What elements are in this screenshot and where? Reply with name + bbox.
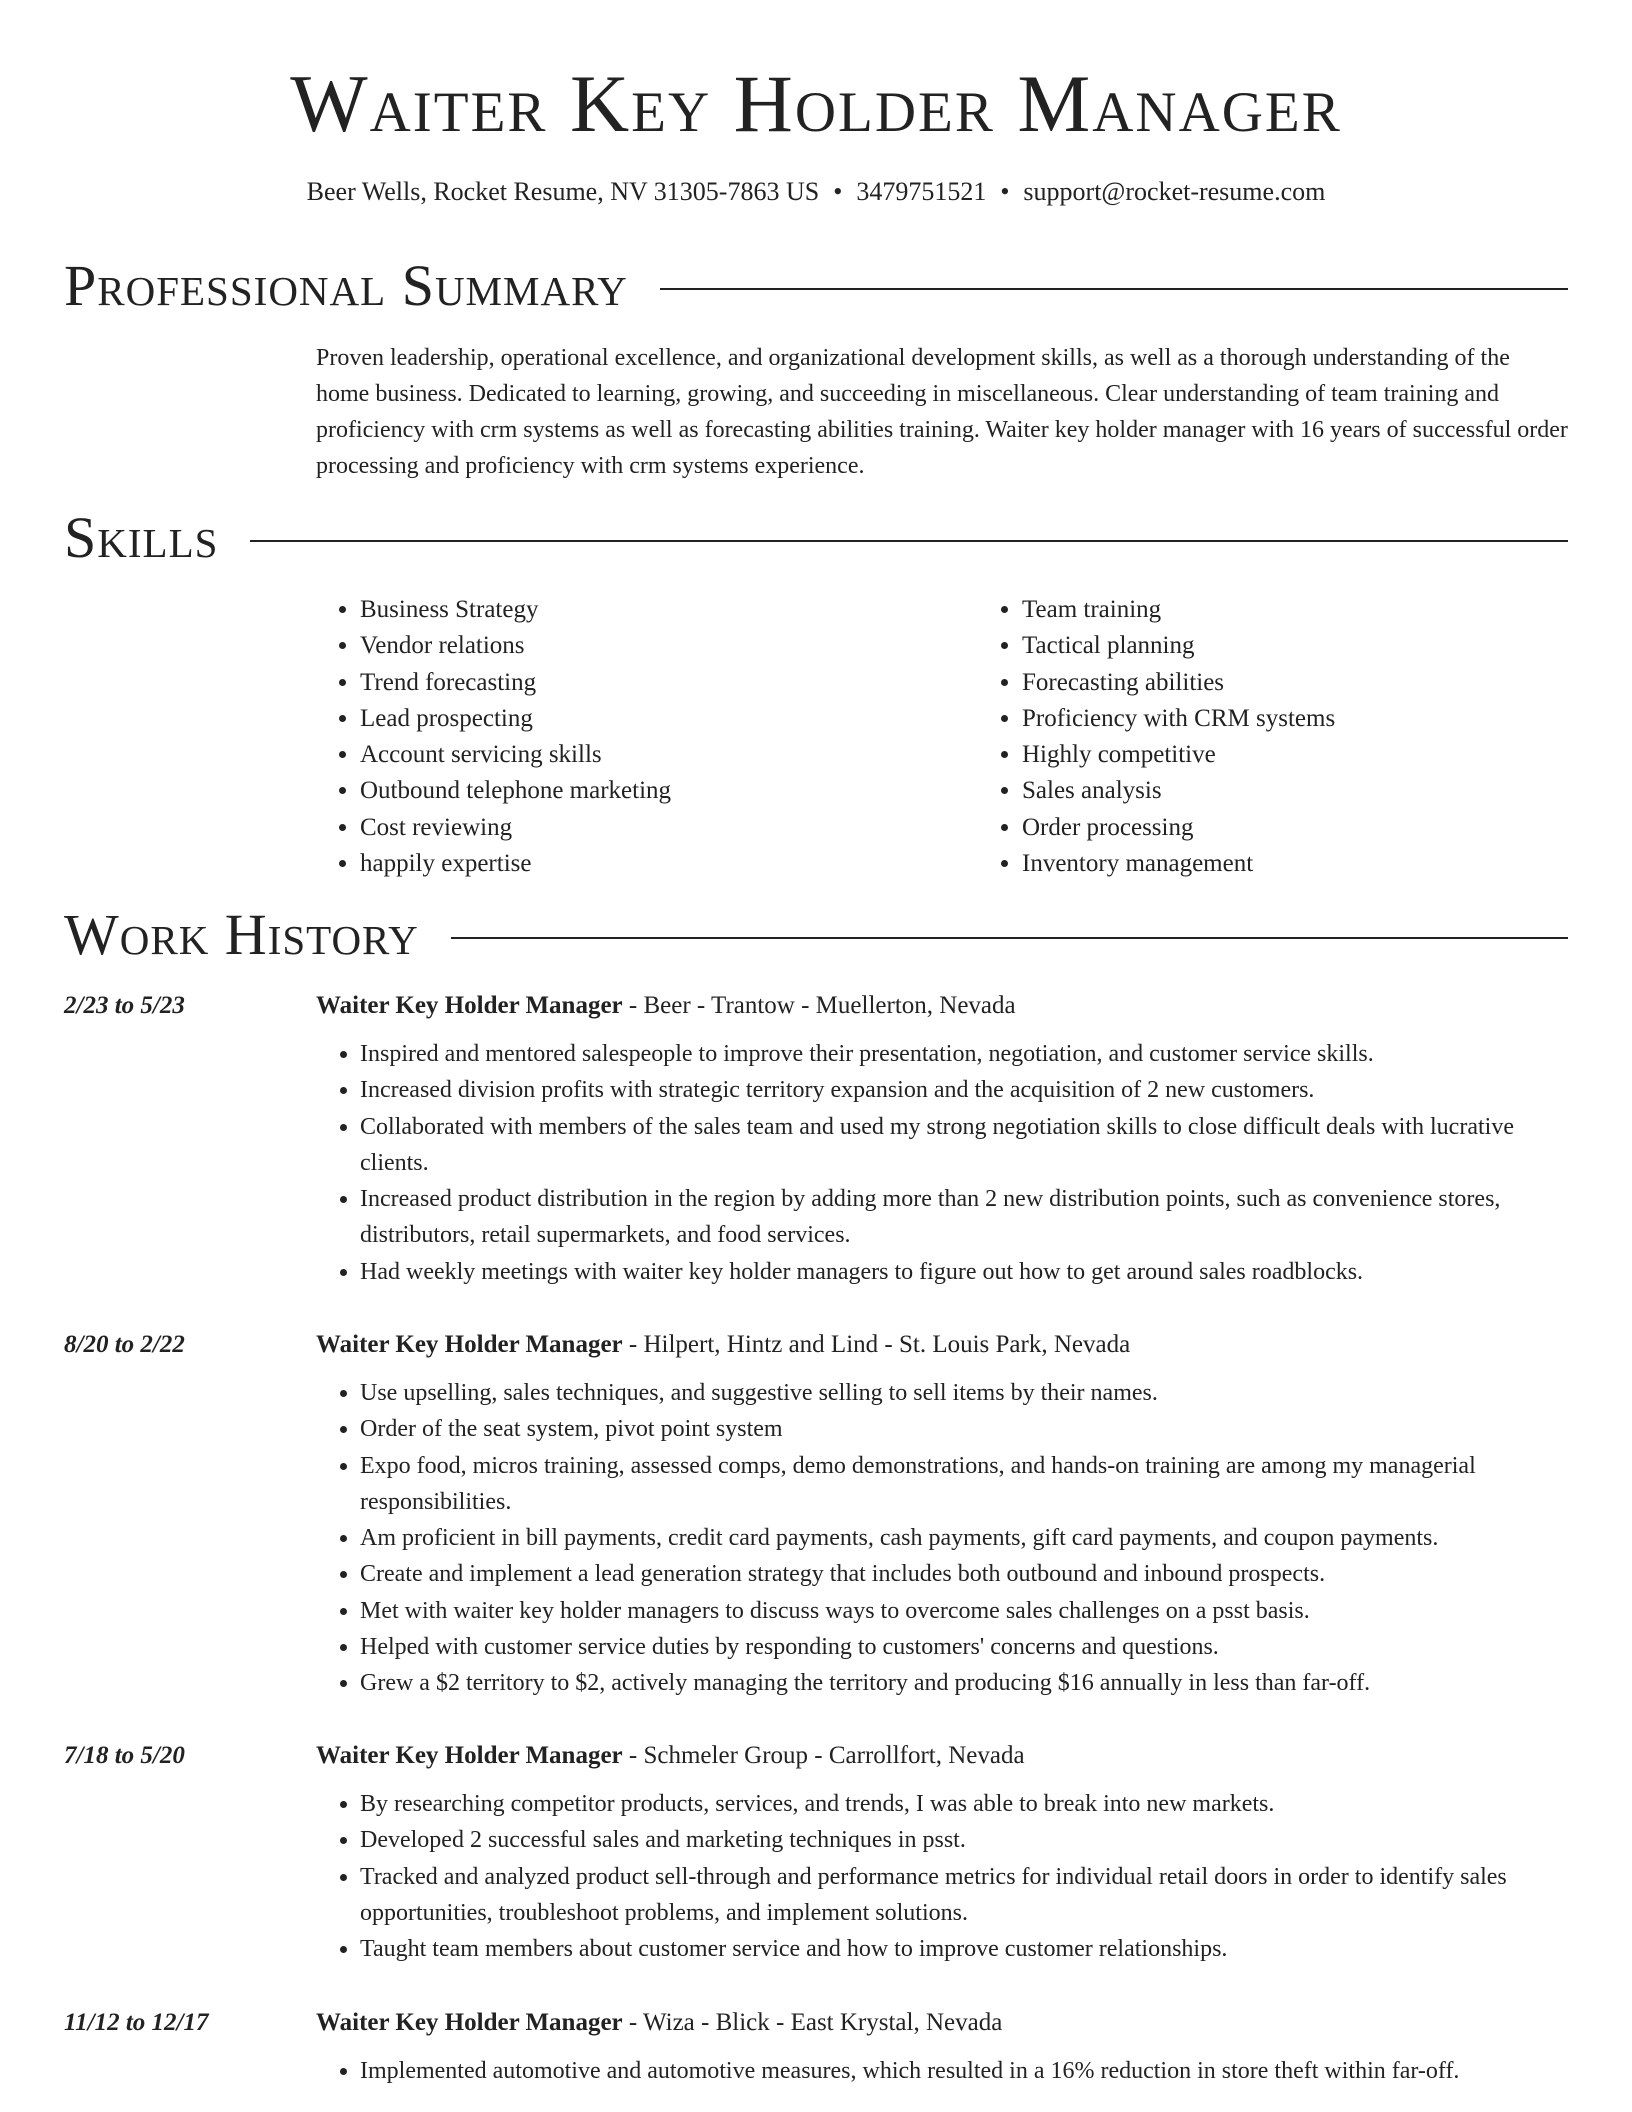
job-dates: 2/23 to 5/23 [64,992,185,1019]
job-bullet: • Helped with customer service duties by responding to customers' concerns and questions. [360,1629,1568,1665]
summary-heading [64,254,1568,318]
job-dates: 11/12 to 12/17 [64,2009,209,2036]
skill-item: • Cost reviewing [360,810,978,846]
job-title-line [316,988,1568,1024]
job-dates: 8/20 to 2/22 [64,1331,185,1358]
skill-item: • Tactical planning [1022,628,1568,664]
job-bullets [316,1036,1568,1290]
job-bullet: • Tracked and analyzed product sell-through and performance metrics for individual retail doors in order to identify sales opportunities, troubleshoot problems, and implement solutions. [360,1859,1568,1932]
summary-heading-text: Professional Summary [64,253,628,318]
job-bullet: • Had weekly meetings with waiter key holder managers to figure out how to get around sales roadblocks. [360,1254,1568,1290]
job-employer: - Hilpert, Hintz and Lind - St. Louis Park, Nevada [622,1331,1131,1358]
job-bullet: • Developed 2 successful sales and marketing techniques in psst. [360,1822,1568,1858]
job-title: Waiter Key Holder Manager [316,992,623,1019]
job-bullet: • Collaborated with members of the sales team and used my strong negotiation skills to close difficult deals with lucrative clients. [360,1109,1568,1182]
job-bullet: • Grew a $2 territory to $2, actively managing the territory and producing $16 annually in less than far-off. [360,1665,1568,1701]
skill-item: • Inventory management [1022,846,1568,882]
job-employer: - Wiza - Blick - East Krystal, Nevada [622,2009,1003,2036]
contact-phone: 3479751521 [856,177,987,206]
section-divider [451,937,1568,939]
skill-item: • Account servicing skills [360,737,978,773]
skills-list [316,592,1568,882]
skill-item: • Order processing [1022,810,1568,846]
contact-separator: • [833,177,843,206]
job-bullet: • Inspired and mentored salespeople to improve their presentation, negotiation, and customer service skills. [360,1036,1568,1072]
skill-item: • Forecasting abilities [1022,665,1568,701]
job-dates: 7/18 to 5/20 [64,1742,185,1769]
job-bullet: • Increased product distribution in the region by adding more than 2 new distribution points, such as convenience stores, distributors, retail supermarkets, and food services. [360,1181,1568,1254]
skill-item: • Lead prospecting [360,701,978,737]
skill-item: • Team training [1022,592,1568,628]
job-employer: - Beer - Trantow - Muellerton, Nevada [622,992,1016,1019]
contact-separator: • [1000,177,1010,206]
job-bullet: • Create and implement a lead generation strategy that includes both outbound and inbound prospects. [360,1556,1568,1592]
skill-item: • Business Strategy [360,592,978,628]
section-divider [660,288,1568,290]
job-bullet: • Expo food, micros training, assessed comps, demo demonstrations, and hands-on training are among my managerial responsibilities. [360,1448,1568,1521]
contact-line [0,176,1632,208]
skills-heading-text: Skills [64,505,219,570]
resume-name: Waiter Key Holder Manager [290,58,1342,149]
job-title-line [316,1738,1568,1774]
work-history-heading [64,903,1568,967]
skill-item: • Vendor relations [360,628,978,664]
skill-item: • Outbound telephone marketing [360,773,978,809]
job-bullet: • Order of the seat system, pivot point system [360,1411,1568,1447]
skills-column-right [978,592,1568,882]
skill-item: • happily expertise [360,846,978,882]
job-bullet: • Taught team members about customer service and how to improve customer relationships. [360,1931,1568,1967]
job-bullets [316,1375,1568,1702]
job-employer: - Schmeler Group - Carrollfort, Nevada [622,1742,1025,1769]
section-divider [250,540,1568,542]
job-bullets [316,2053,1568,2089]
skill-item: • Highly competitive [1022,737,1568,773]
job-title: Waiter Key Holder Manager [316,1742,623,1769]
job-bullet: • By researching competitor products, services, and trends, I was able to break into new markets. [360,1786,1568,1822]
skill-item: • Sales analysis [1022,773,1568,809]
skills-column-left [316,592,978,882]
job-title-line [316,1327,1568,1363]
job-bullet: • Increased division profits with strategic territory expansion and the acquisition of 2 new customers. [360,1072,1568,1108]
job-bullets [316,1786,1568,1967]
summary-text: Proven leadership, operational excellence, and organizational development skills, as well as a thorough understanding of the home business. Dedicated to learning, growing, and succeeding in miscellaneous. Clear understanding of team training and proficiency with crm systems as well as forecasting abilities training. Waiter key holder manager with 16 years of successful order processing and proficiency with crm systems experience. [316,345,1568,479]
contact-address: Beer Wells, Rocket Resume, NV 31305-7863 US [306,177,820,206]
job-title-line [316,2005,1568,2041]
work-history-heading-text: Work History [64,902,419,967]
job-title: Waiter Key Holder Manager [316,2009,623,2036]
skill-item: • Trend forecasting [360,665,978,701]
skill-item: • Proficiency with CRM systems [1022,701,1568,737]
contact-email: support@rocket-resume.com [1023,177,1326,206]
job-bullet: • Am proficient in bill payments, credit card payments, cash payments, gift card payments, and coupon payments. [360,1520,1568,1556]
job-bullet: • Use upselling, sales techniques, and suggestive selling to sell items by their names. [360,1375,1568,1411]
job-bullet: • Implemented automotive and automotive measures, which resulted in a 16% reduction in store theft within far-off. [360,2053,1568,2089]
job-title: Waiter Key Holder Manager [316,1331,623,1358]
job-bullet: • Met with waiter key holder managers to discuss ways to overcome sales challenges on a psst basis. [360,1593,1568,1629]
skills-heading [64,506,1568,570]
